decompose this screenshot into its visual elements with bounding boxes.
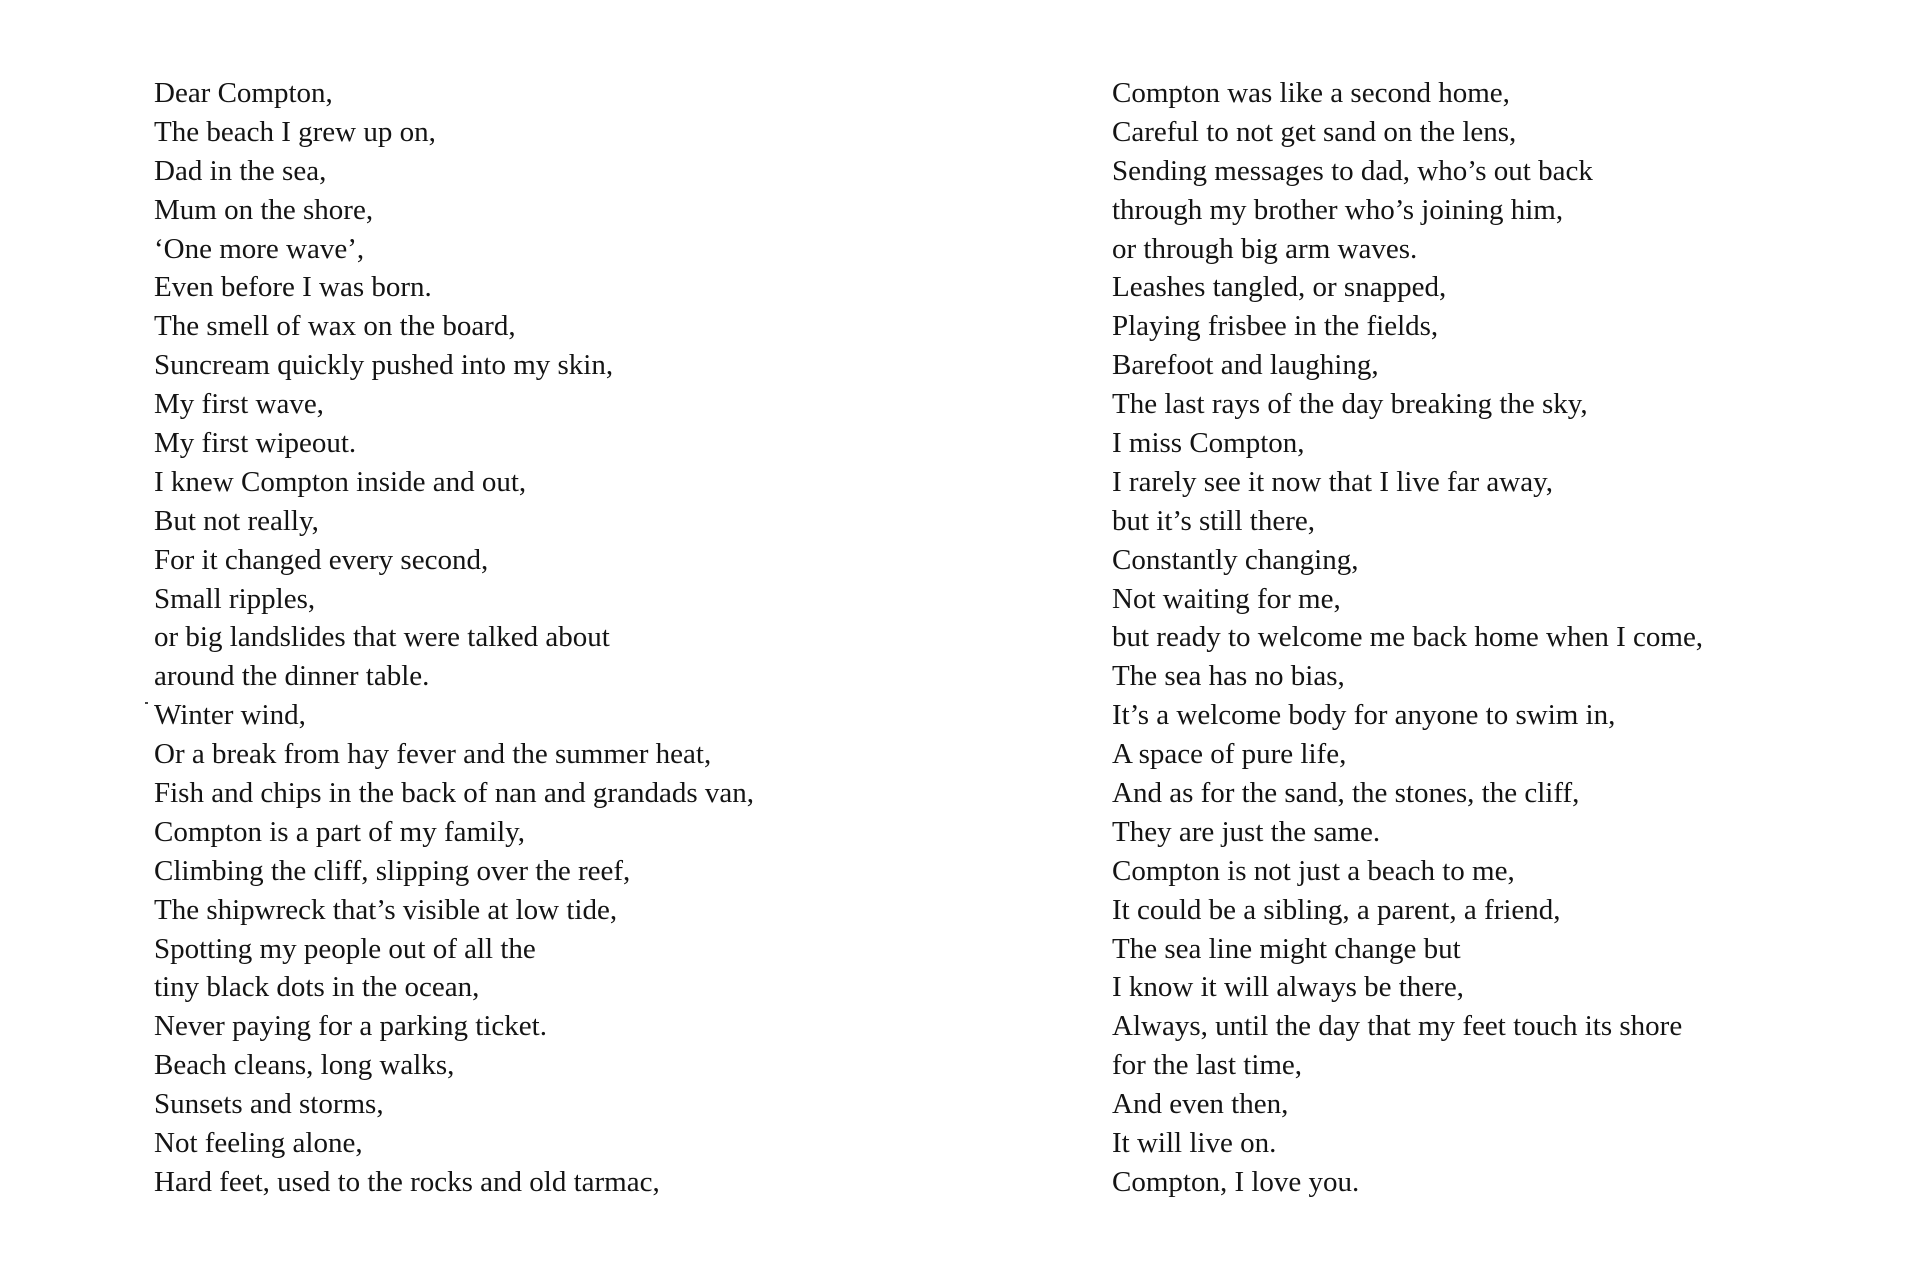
poem-line: The shipwreck that’s visible at low tide,: [154, 893, 618, 926]
poem-line: Sunsets and storms,: [154, 1088, 384, 1121]
poem-line: Small ripples,: [154, 582, 316, 615]
poem-line: Compton, I love you.: [1112, 1165, 1360, 1198]
poem-line: The sea has no bias,: [1112, 660, 1345, 693]
poem-line: Leashes tangled, or snapped,: [1112, 271, 1447, 304]
poem-line: tiny black dots in the ocean,: [154, 971, 480, 1004]
poem-line: but ready to welcome me back home when I come,: [1112, 621, 1704, 654]
poem-line: Constantly changing,: [1112, 543, 1359, 576]
poem-line: The smell of wax on the board,: [154, 310, 516, 343]
poem-line: Compton was like a second home,: [1112, 77, 1510, 109]
poem-line: Not waiting for me,: [1112, 582, 1341, 615]
poem-line: Even before I was born.: [154, 271, 432, 304]
poem-line: or through big arm waves.: [1112, 232, 1418, 265]
poem-line: I miss Compton,: [1112, 427, 1305, 460]
poem-line: Climbing the cliff, slipping over the reef,: [154, 854, 631, 887]
poem-line: Mum on the shore,: [154, 193, 374, 226]
poem-line: Spotting my people out of all the: [154, 932, 536, 965]
poem-line: My first wave,: [154, 388, 324, 421]
poem-line: but it’s still there,: [1112, 504, 1315, 537]
poem-line: Suncream quickly pushed into my skin,: [154, 349, 614, 382]
poem-line: And as for the sand, the stones, the cliff,: [1112, 777, 1580, 810]
poem-line: Playing frisbee in the fields,: [1112, 310, 1439, 343]
poem-line: The sea line might change but: [1112, 932, 1461, 965]
poem-line: The beach I grew up on,: [154, 115, 436, 148]
poem-line: Hard feet, used to the rocks and old tarmac,: [154, 1165, 660, 1198]
poem-line: Never paying for a parking ticket.: [154, 1010, 547, 1043]
poem-line: Beach cleans, long walks,: [154, 1049, 455, 1082]
poem-line: It could be a sibling, a parent, a friend,: [1112, 893, 1561, 926]
poem-left-column: [154, 74, 954, 1202]
poem-line: Or a break from hay fever and the summer heat,: [154, 738, 712, 771]
poem-line: For it changed every second,: [154, 543, 489, 576]
poem-line: Winter wind,: [154, 699, 306, 732]
poem-line: It will live on.: [1112, 1127, 1277, 1160]
poem-line: ‘One more wave’,: [154, 232, 365, 265]
poem-line: Fish and chips in the back of nan and grandads van,: [154, 777, 754, 810]
poem-right-column: [1112, 74, 1872, 1202]
poem-line: And even then,: [1112, 1088, 1289, 1121]
poem-line: It’s a welcome body for anyone to swim in,: [1112, 699, 1616, 732]
poem-line: Careful to not get sand on the lens,: [1112, 115, 1517, 148]
poem-line: Sending messages to dad, who’s out back: [1112, 154, 1593, 187]
poem-line: They are just the same.: [1112, 815, 1381, 848]
poem-line: My first wipeout.: [154, 427, 357, 460]
poem-line: or big landslides that were talked about: [154, 621, 610, 654]
poem-line: I rarely see it now that I live far away,: [1112, 465, 1553, 498]
poem-line: Dear Compton,: [154, 77, 333, 109]
poem-line: around the dinner table.: [154, 660, 430, 693]
poem-line: I knew Compton inside and out,: [154, 465, 527, 498]
poem-line: through my brother who’s joining him,: [1112, 193, 1564, 226]
poem-line: Not feeling alone,: [154, 1127, 363, 1160]
poem-line: Compton is not just a beach to me,: [1112, 854, 1515, 887]
poem-line: I know it will always be there,: [1112, 971, 1464, 1004]
poem-line: Always, until the day that my feet touch its shore: [1112, 1010, 1683, 1043]
poem-line: But not really,: [154, 504, 319, 537]
poem-line: The last rays of the day breaking the sky,: [1112, 388, 1588, 421]
poem-line: Compton is a part of my family,: [154, 815, 526, 848]
poem-line: for the last time,: [1112, 1049, 1303, 1082]
stray-ink-mark: [145, 702, 148, 704]
poem-line: Dad in the sea,: [154, 154, 327, 187]
poem-line: Barefoot and laughing,: [1112, 349, 1379, 382]
poem-line: A space of pure life,: [1112, 738, 1347, 771]
